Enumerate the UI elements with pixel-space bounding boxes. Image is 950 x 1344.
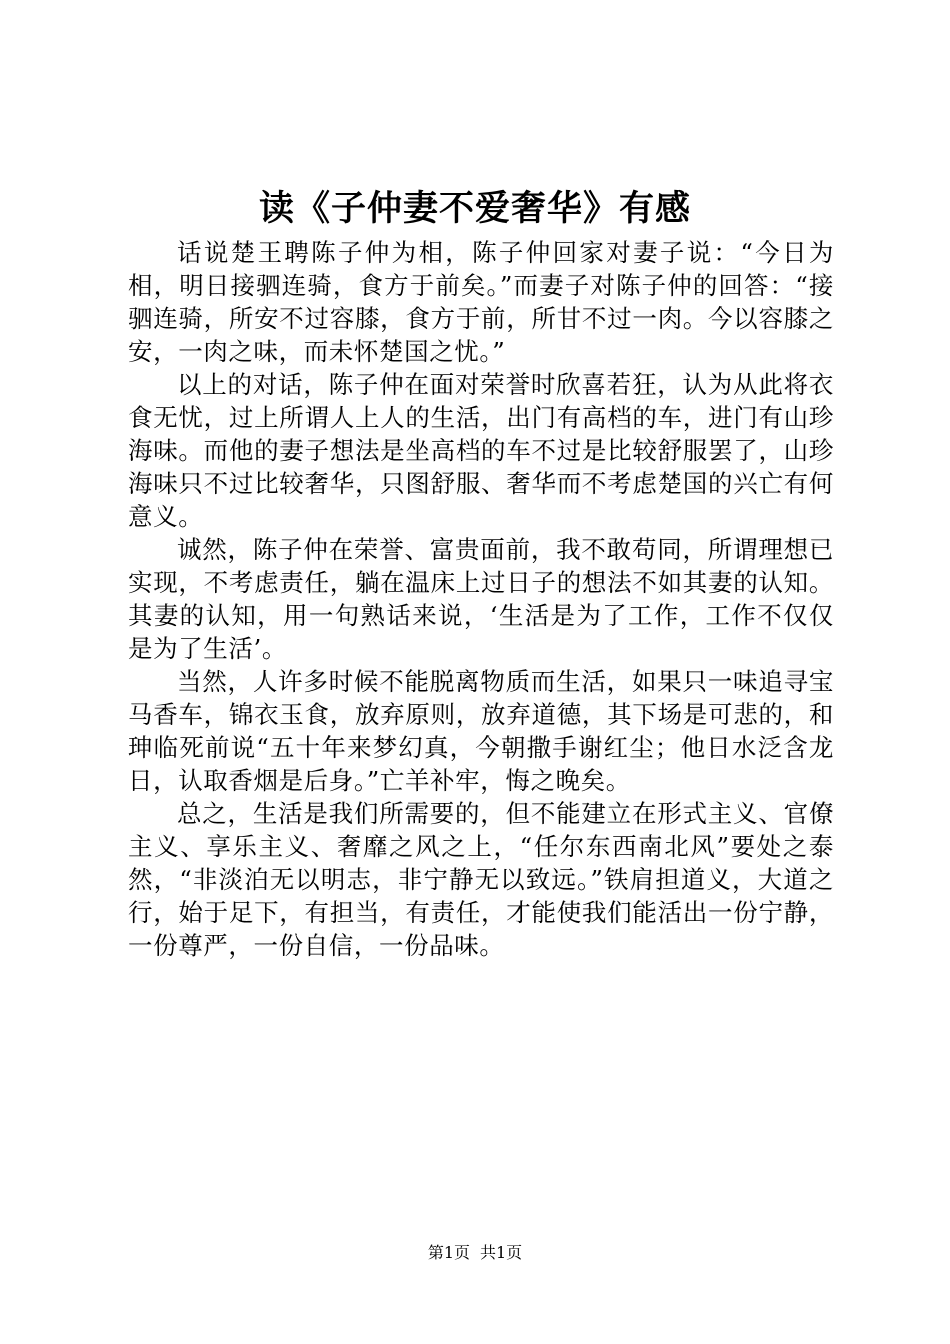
- paragraph-4: 当然，人许多时候不能脱离物质而生活，如果只一味追寻宝马香车，锦衣玉食，放弃原则，放弃道德，其下场是可悲的，和珅临死前说“五十年来梦幻真，今朝撒手谢红尘；他日水泛含龙日，认取香烟是后身。”亡羊补牢，悔之晚矣。: [128, 667, 834, 795]
- document-title: 读《子仲妻不爱奢华》有感: [258, 189, 691, 229]
- paragraph-3: 诚然，陈子仲在荣誉、富贵面前，我不敢苟同，所谓理想已实现，不考虑责任，躺在温床上过日子的想法不如其妻的认知。其妻的认知，用一句熟话来说，‘生活是为了工作，工作不仅仅是为了生活’。: [128, 535, 834, 663]
- page-number: 第1页: [427, 1243, 470, 1262]
- document-body: [128, 236, 834, 962]
- page-total: 共1页: [480, 1243, 523, 1262]
- paragraph-5: 总之，生活是我们所需要的，但不能建立在形式主义、官僚主义、享乐主义、奢靡之风之上，“任尔东西南北风”要处之泰然，“非淡泊无以明志，非宁静无以致远。”铁肩担道义，大道之行，始于足下，有担当，有责任，才能使我们能活出一份宁静，一份尊严，一份自信，一份品味。: [128, 799, 834, 960]
- paragraph-2: 以上的对话，陈子仲在面对荣誉时欣喜若狂，认为从此将衣食无忧，过上所谓人上人的生活，出门有高档的车，进门有山珍海味。而他的妻子想法是坐高档的车不过是比较舒服罢了，山珍海味只不过比较奢华，只图舒服、奢华而不考虑楚国的兴亡有何意义。: [128, 370, 834, 531]
- page-footer: [0, 1242, 950, 1264]
- paragraph-1: 话说楚王聘陈子仲为相，陈子仲回家对妻子说：“今日为相，明日接驷连骑，食方于前矣。”而妻子对陈子仲的回答：“接驷连骑，所安不过容膝，食方于前，所甘不过一肉。今以容膝之安，一肉之味，而未怀楚国之忧。”: [128, 238, 834, 366]
